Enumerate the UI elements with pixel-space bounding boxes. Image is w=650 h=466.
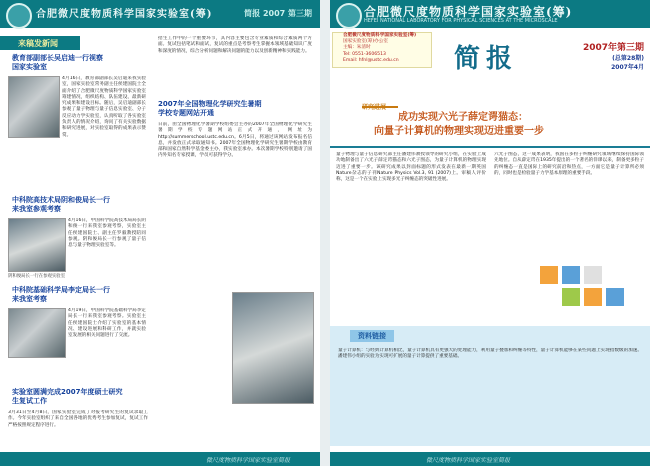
page-gutter — [320, 0, 330, 466]
right-footer — [330, 452, 650, 466]
masthead-line: 合肥微尺度物质科学国家实验室(筹) — [343, 33, 417, 38]
issue-year: 2007年第三期 — [582, 43, 644, 53]
decor-square — [584, 266, 602, 284]
decor-square — [606, 288, 624, 306]
info-link-label: 资料链接 — [350, 330, 394, 342]
issue-info — [583, 40, 644, 71]
left-footer — [0, 452, 320, 466]
research-section-tab — [362, 94, 398, 111]
article-3-body: 4月19日，中国科学院基础科学局李定局长一行来我室参观考察。实验室主任侯建国院士介绍了实验室的基本情况、建设进展和科研工作，并就实验室发展的相关问题进行了交流。 — [68, 308, 146, 339]
right-header-banner: 合肥微尺度物质科学国家实验室(筹) — [364, 5, 573, 19]
article-2-photo — [8, 218, 66, 272]
col2-intro: 招生工作中的一个重要环节，其内容主要包含专业素质和综合素质两个方面。复试包括笔试和面试，复试的重点是考察考生掌握本领域基础知识广度和深度的情况，综合分析问题和解决问题的能力以及创新精神和实践能力。 — [158, 36, 312, 54]
article-4-body: 3月31日至4月8日，国家实验室完成了对报考研究生的复试录取工作。今年实验室组织了来自全国各地的优秀考生参加复试，复试工作严格按照规定程序进行。 — [8, 410, 148, 428]
info-link-body: 量子计算机：与经典计算机相比，量子计算机具有更强大的处理能力，利用量子叠加和纠缠等特性，量子计算机能够在某些问题上实现指数级的加速。潘建伟小组的实验为实现可扩展的量子计算提供了重要基础。 — [338, 348, 642, 360]
decor-square — [562, 266, 580, 284]
headline-line-2: 向量子计算机的物理实现迈进重要一步 — [374, 126, 544, 137]
decor-square — [540, 266, 558, 284]
right-page — [330, 0, 650, 466]
masthead-info-box — [332, 32, 432, 68]
headline-line-1: 成功实现六光子薛定谔猫态： — [398, 112, 528, 123]
notice-body: 日前，由全国物理化学暑期学校组委会主办的2007年全国物理化学研究生暑期学校专题网站正式开通，网址为 http://summerschool.ustc.edu.cn。6月5日，将通过该网站发布报名信息，并发放正式录取通知书。2007年全国物理化学研究生暑期学校由教育部和国家自然科学基金委主办，我实验室承办。本次暑期学校特别邀请了国内外知名专家授课，学员可获得学分。 — [158, 122, 312, 159]
article-4-title: 实验室圆满完成2007年度硕士研究 生复试工作 — [12, 388, 123, 405]
left-header-banner: 合肥微尺度物质科学国家实验室(筹) — [36, 9, 213, 20]
left-header — [0, 0, 320, 28]
left-header-issue: 简报 2007 第三期 — [244, 9, 312, 18]
left-footer-text: 微尺度物质科学国家实验室简报 — [205, 457, 290, 464]
notice-photo — [232, 292, 314, 404]
newsletter-title: 简报 — [454, 44, 519, 74]
article-2-body: 4月16日，中国科学院高技术局局长阴和俊一行来我室参观考察，实验室主任侯建国院士、副主任罗毅教授陪同参观。阴和俊局长一行参观了量子信息与量子物理实验室等。 — [68, 218, 146, 249]
lab-logo-icon — [6, 3, 32, 29]
lab-logo-icon — [336, 3, 362, 29]
masthead-line: Email: hfnl@ustc.edu.cn — [343, 57, 399, 63]
right-footer-text: 微尺度物质科学国家实验室简报 — [426, 457, 511, 464]
decor-square — [584, 288, 602, 306]
issue-total: (总第28期) — [612, 55, 644, 62]
research-body-col2: 六光子图态，这一成果表明，我国在多粒子纠缠研究领域继续保持国际领先地位。自从薛定谔在1935年提出的一个著名的佯谬以来，制备更多粒子的纠缠态一直是国际上的研究前沿和热点，一方面它是量子计算所必须的，同时也是检验量子力学基本原理的重要手段。 — [494, 152, 644, 176]
notice-title: 2007年全国物理化学研究生暑期 学校专题网站开通 — [158, 100, 262, 117]
headline-divider — [330, 146, 650, 148]
section-news-label: 来稿发新闻 — [18, 38, 58, 48]
info-link-band — [330, 326, 650, 446]
research-section-label: 研究进展 — [362, 104, 387, 111]
right-header — [330, 0, 650, 28]
article-3-photo — [8, 308, 66, 358]
left-page — [0, 0, 320, 466]
issue-date: 2007年4月 — [611, 64, 644, 71]
article-1-title: 教育部副部长吴启迪一行视察 国家实验室 — [12, 54, 103, 71]
research-body-col1: 量子物理与量子信息研究部主任潘建伟教授领导的研究小组，在实验上成功地制备出了六光子薛定谔猫态和六光子图态，为量子计算机的物理实现迈进了重要一步。该研究成果以封面标题的形式发表在最新一期英国Nature杂志的子刊Nature Physics Vol.3, 91 (2007)上。审稿人评价称，这是一个在实验上实现多光子纠缠态的突破性进展。 — [336, 152, 486, 183]
masthead-line: 国家实验室(筹)办公室 — [343, 39, 388, 45]
article-3-title: 中科院基础科学局李定局长一行 来我室考察 — [12, 286, 110, 303]
article-1-photo — [8, 76, 60, 138]
decor-square — [562, 288, 580, 306]
masthead-line: 主编：朱清时 — [343, 45, 371, 51]
article-2-caption: 阴和俊局长一行在参观实验室 — [8, 274, 66, 279]
masthead-line: Tel: 0551-3606513 — [343, 51, 386, 57]
right-header-subtitle: HEFEI NATIONAL LABORATORY FOR PHYSICAL SCIENCES AT THE MICROSCALE — [364, 18, 558, 24]
article-2-title: 中科院高技术局阴和俊局长一行 来我室参观考察 — [12, 196, 110, 213]
article-1-body: 4月16日，教育部副部长吴启迪来我实验室，国家实验室常务副主任侯建国院士全面介绍了合肥微尺度物质科学国家实验室筹建情况，组织结构、队伍建设、最新研究成果和建设目标。随后，吴启迪副部长参观了量子物理与量子信息实验室、分子反应动力学实验室，认真听取了各实验室负责人的情况介绍，询问了有关实验数据和研究进展，对实验室取得的成果表示赞赏。 — [62, 76, 146, 138]
section-news-tab — [0, 36, 80, 50]
